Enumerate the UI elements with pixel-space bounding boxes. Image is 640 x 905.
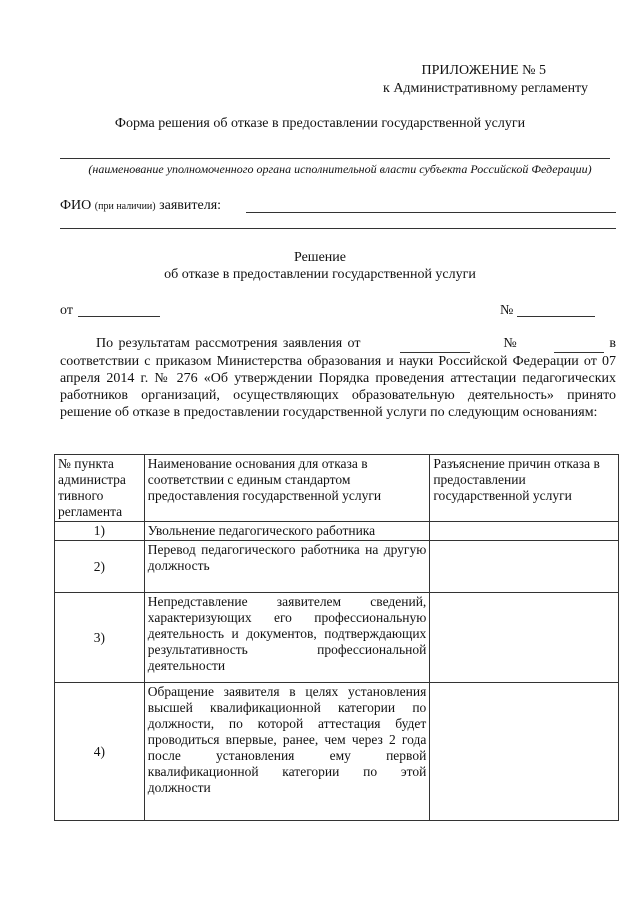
authority-caption: (наименование уполномоченного органа исполнительной власти субъекта Российской Федерации) bbox=[88, 162, 592, 176]
authority-name-field[interactable] bbox=[60, 158, 610, 159]
row-explanation[interactable] bbox=[430, 541, 619, 593]
row-reason: Непредставление заявителем сведений, характеризующих его профессиональную деятельность и документов, подтверждающих результативность профессиональной деятельности bbox=[144, 593, 430, 683]
row-explanation[interactable] bbox=[430, 683, 619, 821]
header-cell-explanation: Разъяснение причин отказа в предоставлении государственной услуги bbox=[430, 455, 619, 522]
application-number-field[interactable] bbox=[554, 335, 604, 353]
date-label: от bbox=[60, 303, 73, 318]
form-title: Форма решения об отказе в предоставлении государственной услуги bbox=[114, 116, 526, 131]
applicant-label bbox=[60, 197, 221, 215]
applicant-name-field[interactable] bbox=[246, 212, 616, 213]
row-reason: Увольнение педагогического работника bbox=[144, 522, 430, 541]
table-row bbox=[55, 593, 619, 683]
table-header-row bbox=[55, 455, 619, 522]
decision-title: Решение bbox=[293, 250, 346, 265]
row-reason: Обращение заявителя в целях установления высшей квалификационной категории по должности, по которой аттестация будет проводиться впервые, ранее, чем через 2 года после установления ему первой квалификационной категории по этой должности bbox=[144, 683, 430, 821]
decision-number-field[interactable] bbox=[517, 316, 595, 317]
row-number: 2) bbox=[55, 541, 145, 593]
body-paragraph bbox=[60, 335, 616, 421]
table-row bbox=[55, 541, 619, 593]
row-explanation[interactable] bbox=[430, 522, 619, 541]
row-number: 1) bbox=[55, 522, 145, 541]
body-part2: № bbox=[503, 336, 519, 351]
table-row bbox=[55, 522, 619, 541]
applicant-name-field-continued[interactable] bbox=[60, 228, 616, 229]
application-date-field[interactable] bbox=[400, 335, 470, 353]
decision-subtitle: об отказе в предоставлении государственной услуги bbox=[164, 267, 476, 282]
row-number: 4) bbox=[55, 683, 145, 821]
row-explanation[interactable] bbox=[430, 593, 619, 683]
body-part1: По результатам рассмотрения заявления от bbox=[96, 336, 361, 351]
refusal-grounds-table bbox=[54, 454, 619, 821]
of-applicant-label: заявителя: bbox=[159, 198, 222, 213]
appendix-reference: к Административному регламенту bbox=[383, 81, 588, 96]
table-row bbox=[55, 683, 619, 821]
header-cell-item-number: № пункта администра тивного регламента bbox=[55, 455, 145, 522]
row-number: 3) bbox=[55, 593, 145, 683]
row-reason: Перевод педагогического работника на другую должность bbox=[144, 541, 430, 593]
header-cell-reason: Наименование основания для отказа в соответствии с единым стандартом предоставления государственной услуги bbox=[144, 455, 430, 522]
fio-label: ФИО bbox=[60, 198, 92, 213]
number-label: № bbox=[500, 303, 514, 318]
optional-note: (при наличии) bbox=[94, 201, 156, 212]
appendix-number: ПРИЛОЖЕНИЕ № 5 bbox=[421, 63, 546, 78]
decision-date-field[interactable] bbox=[78, 316, 160, 317]
body-part3: в соответствии с приказом Министерства образования и науки Российской Федерации от 07 апреля 2014 г. № 276 «Об утверждении Порядка проведения аттестации педагогических работников организаций, осуществляющих образовательную деятельность» принято решение об отказе в предоставлении государственной услуги по следующим основаниям: bbox=[60, 336, 617, 420]
